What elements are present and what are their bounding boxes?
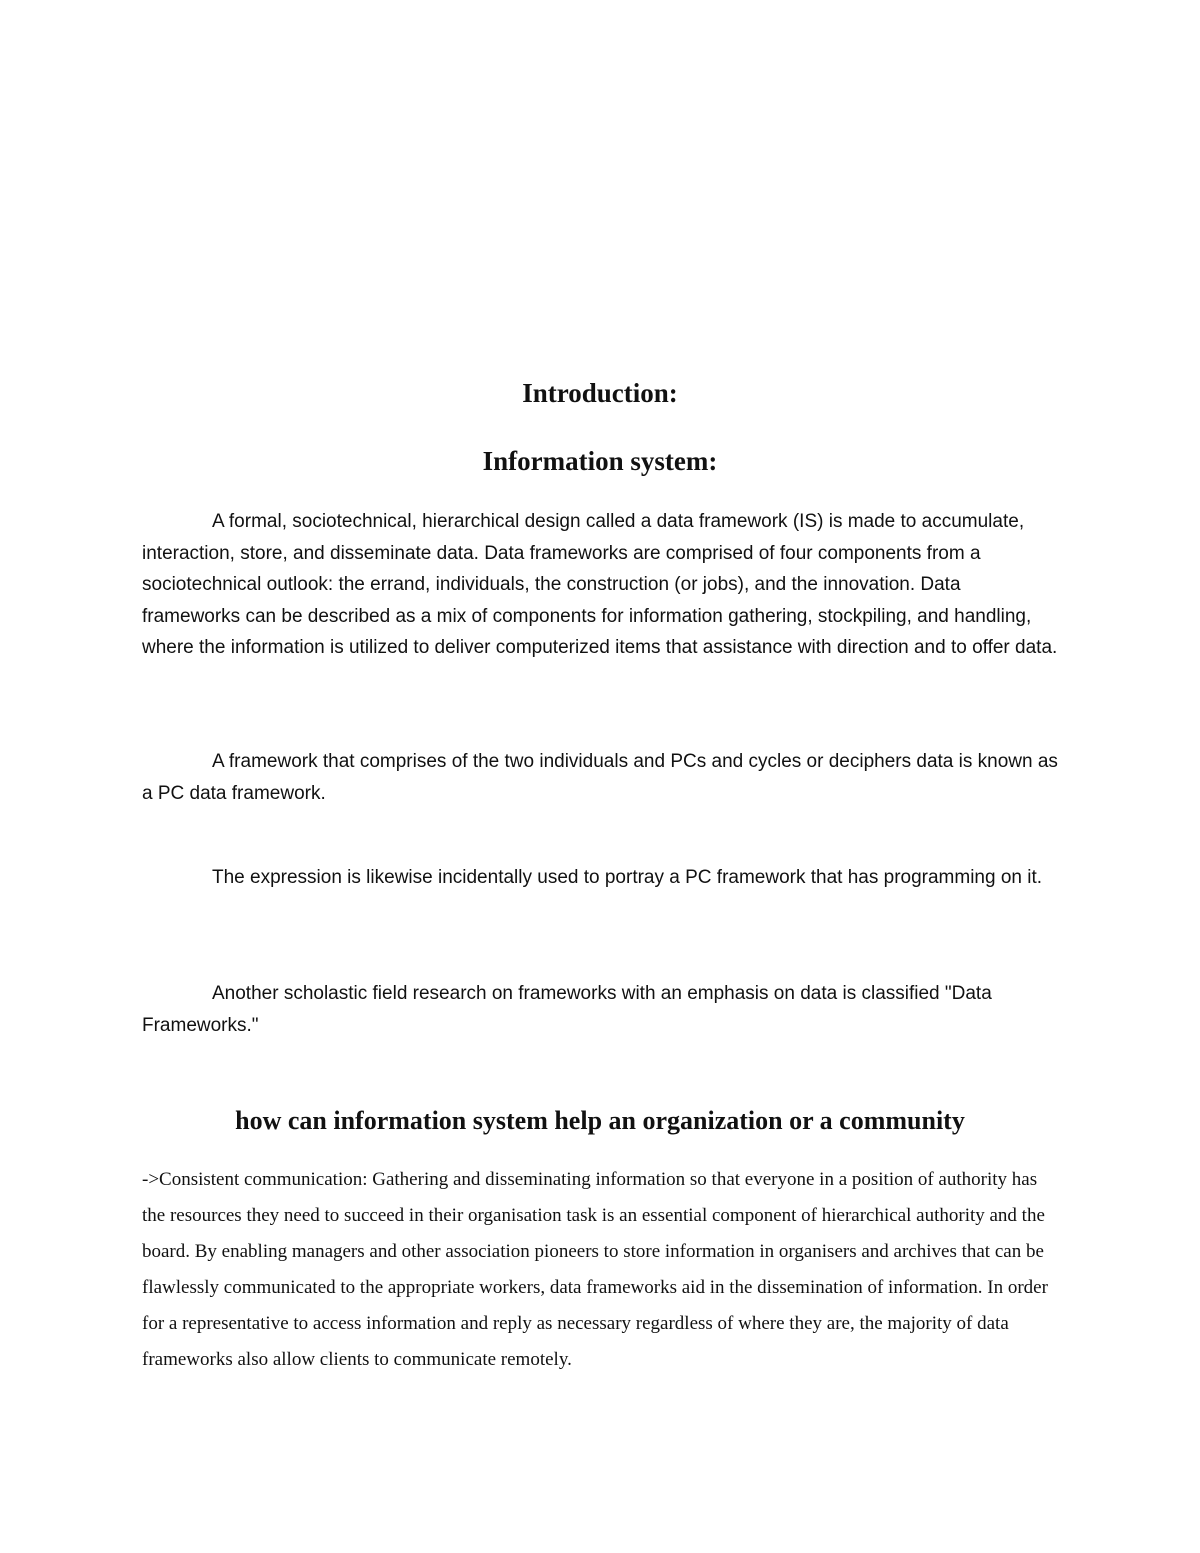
paragraph-consistent-communication: ->Consistent communication: Gathering and disseminating information so that everyone in a position of authority has the resources they need to succeed in their organisation task is an essential component of hierarchical authority and the board. By enabling managers and other association pioneers to store information in organisers and archives that can be flawlessly communicated to the appropriate workers, data frameworks aid in the dissemination of information. In order for a representative to access information and reply as necessary regardless of where they are, the majority of data frameworks also allow clients to communicate remotely. xyxy=(142,1169,1048,1370)
paragraph-expression: The expression is likewise incidentally used to portray a PC framework that has programming on it. xyxy=(212,867,1043,888)
heading-information-system: Information system: xyxy=(482,446,718,476)
paragraph-definition: A formal, sociotechnical, hierarchical design called a data framework (IS) is made to accumulate, interaction, store, and disseminate data. Data frameworks are comprised of four components from a sociotechnical outlook: the errand, individuals, the construction (or jobs), and the innovation. Data frameworks can be described as a mix of components for information gathering, stockpiling, and handling, where the information is utilized to deliver computerized items that assistance with direction and to offer data. xyxy=(142,511,1058,658)
paragraph-pc-framework: A framework that comprises of the two individuals and PCs and cycles or deciphers data is known as a PC data framework. xyxy=(142,751,1058,804)
paragraph-academic-field: Another scholastic field research on frameworks with an emphasis on data is classified "Data Frameworks." xyxy=(142,983,992,1036)
heading-how-can-help: how can information system help an organization or a community xyxy=(235,1106,965,1135)
heading-introduction: Introduction: xyxy=(522,378,678,408)
